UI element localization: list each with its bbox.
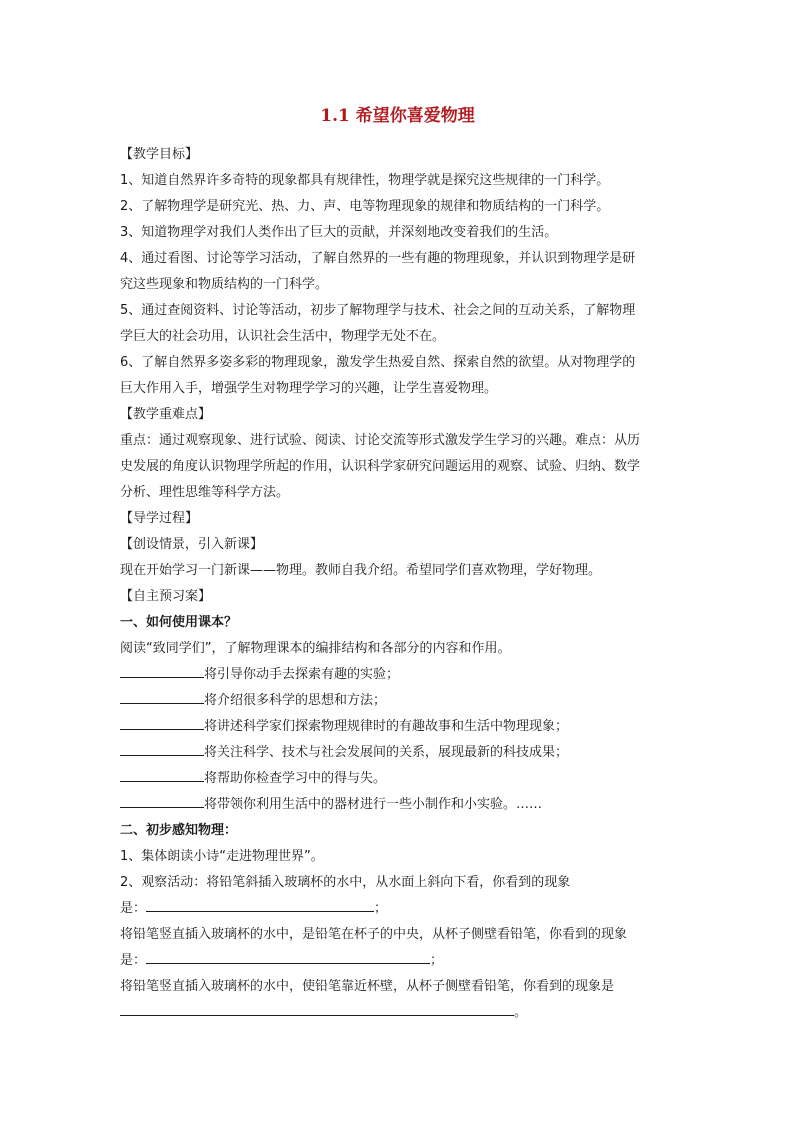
goals-heading: 【教学目标】 (120, 147, 199, 162)
page-title: 1.1 希望你喜爱物理 (320, 106, 475, 126)
q2-item: 1、集体朗读小诗“走进物理世界”。 (120, 849, 324, 864)
fill-item (120, 792, 675, 818)
observation-line: 2、观察活动：将铅笔斜插入玻璃杯的水中，从水面上斜向下看，你看到的现象 (120, 875, 571, 890)
fill-item (120, 766, 675, 792)
intro-text: 现在开始学习一门新课——物理。教师自我介绍。希望同学们喜欢物理，学好物理。 (120, 563, 602, 578)
fill-item-text: 将引导你动手去探索有趣的实验； (204, 667, 400, 682)
fill-item (120, 662, 675, 688)
fill-item-text: 将讲述科学家们探索物理规律时的有趣故事和生活中物理现象； (204, 719, 569, 734)
answer-prefix: 是： (120, 901, 147, 916)
observation-answer (120, 1000, 675, 1026)
observation-answer (120, 948, 675, 974)
q1-heading: 一、如何使用课本？ (120, 615, 238, 630)
goal-line: 2、了解物理学是研究光、热、力、声、电等物理现象的规律和物质结构的一门科学。 (120, 199, 610, 214)
fill-item-text: 将带领你利用生活中的器材进行一些小制作和小实验。…… (204, 797, 543, 812)
observation-line: 将铅笔竖直插入玻璃杯的水中，使铅笔靠近杯壁，从杯子侧壁看铅笔，你看到的现象是 (120, 979, 615, 994)
q1-text: 阅读“致同学们”，了解物理课本的编排结构和各部分的内容和作用。 (120, 641, 511, 656)
fill-item-text: 将介绍很多科学的思想和方法； (204, 693, 387, 708)
fill-blank[interactable] (120, 741, 204, 756)
answer-blank[interactable] (146, 897, 374, 912)
key-heading: 【教学重难点】 (120, 407, 212, 422)
fill-blank[interactable] (120, 663, 204, 678)
observation-answer (120, 896, 675, 922)
answer-suffix: ； (430, 953, 444, 968)
goal-line: 6、了解自然界多姿多彩的物理现象，激发学生热爱自然、探索自然的欲望。从对物理学的 (120, 355, 636, 370)
fill-blank[interactable] (120, 767, 204, 782)
fill-item (120, 688, 675, 714)
fill-item (120, 714, 675, 740)
answer-suffix: ； (374, 901, 388, 916)
fill-item-text: 将帮助你检查学习中的得与失。 (204, 771, 387, 786)
goal-line: 3、知道物理学对我们人类作出了巨大的贡献，并深刻地改变着我们的生活。 (120, 225, 558, 240)
key-line: 重点：通过观察现象、进行试验、阅读、讨论交流等形式激发学生学习的兴趣。难点：从历 (120, 433, 641, 448)
q2-heading: 二、初步感知物理： (120, 823, 238, 838)
fill-item-text: 将关注科学、技术与社会发展间的关系，展现最新的科技成果； (204, 745, 569, 760)
answer-suffix: 。 (514, 1005, 528, 1020)
fill-blank[interactable] (120, 715, 204, 730)
answer-blank[interactable] (120, 1001, 514, 1016)
fill-blank[interactable] (120, 689, 204, 704)
preview-heading: 【自主预习案】 (120, 589, 212, 604)
goal-line: 5、通过查阅资料、讨论等活动，初步了解物理学与技术、社会之间的互动关系，了解物理 (120, 303, 636, 318)
goal-line: 巨大作用入手，增强学生对物理学学习的兴趣，让学生喜爱物理。 (120, 381, 498, 396)
goal-line: 学巨大的社会功用，认识社会生活中，物理学无处不在。 (120, 329, 446, 344)
answer-blank[interactable] (146, 949, 430, 964)
guide-heading: 【导学过程】 (120, 511, 199, 526)
goal-line: 究这些现象和物质结构的一门科学。 (120, 277, 329, 292)
observation-line: 将铅笔竖直插入玻璃杯的水中，是铅笔在杯子的中央，从杯子侧壁看铅笔，你看到的现象 (120, 927, 628, 942)
key-line: 分析、理性思维等科学方法。 (120, 485, 290, 500)
goal-line: 1、知道自然界许多奇特的现象都具有规律性，物理学就是探究这些规律的一门科学。 (120, 173, 610, 188)
answer-prefix: 是： (120, 953, 147, 968)
goal-line: 4、通过看图、讨论等学习活动，了解自然界的一些有趣的物理现象，并认识到物理学是研 (120, 251, 636, 266)
fill-blank[interactable] (120, 793, 204, 808)
key-line: 史发展的角度认识物理学所起的作用，认识科学家研究问题运用的观察、试验、归纳、数学 (120, 459, 641, 474)
fill-item (120, 740, 675, 766)
intro-heading: 【创设情景，引入新课】 (120, 537, 264, 552)
document-page (120, 104, 675, 1026)
